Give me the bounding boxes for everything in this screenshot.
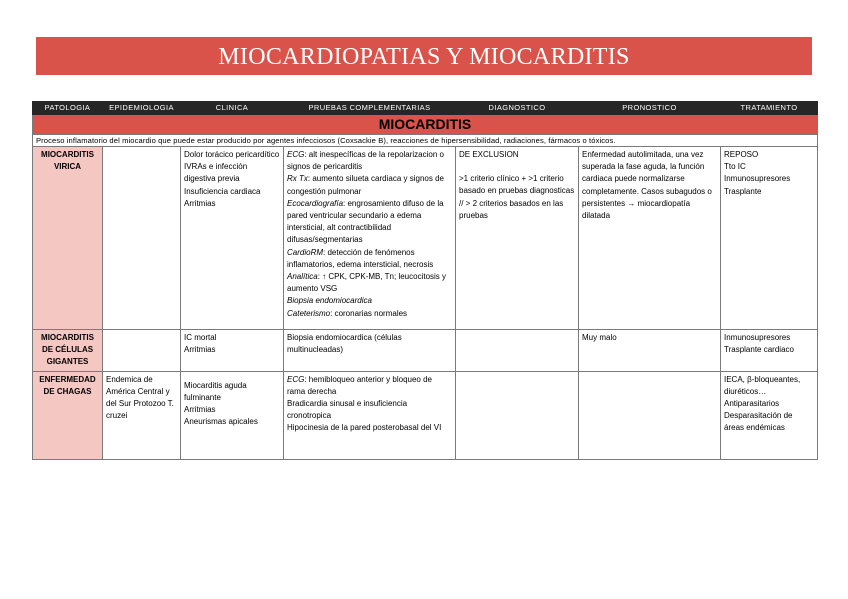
clinica-item: Miocarditis aguda fulminante bbox=[184, 380, 247, 402]
pruebas-key: Cateterismo bbox=[287, 308, 331, 318]
clinica-cell bbox=[181, 147, 284, 330]
pruebas-value: Hipocinesia de la pared posterobasal del VI bbox=[287, 423, 442, 433]
pruebas-key: Ecocardiografía bbox=[287, 198, 344, 208]
pruebas-item bbox=[287, 308, 452, 320]
tratamiento-item: Trasplante cardiaco bbox=[724, 345, 794, 355]
tratamiento-item: Inmunosupresores bbox=[724, 174, 791, 184]
tratamiento-item: Desparasitación de áreas endémicas bbox=[724, 411, 793, 433]
header-cell: PATOLOGIA bbox=[33, 102, 103, 115]
pruebas-cell: Biopsia endomiocardica (células multinucleadas) bbox=[284, 330, 456, 372]
pronostico-cell bbox=[579, 371, 721, 459]
pruebas-value: : coronarias normales bbox=[330, 308, 408, 318]
tratamiento-cell bbox=[721, 371, 818, 459]
pruebas-key: ECG bbox=[287, 150, 305, 159]
diagnostico-heading: DE EXCLUSION bbox=[459, 150, 519, 159]
pathology-cell: MIOCARDITIS VIRICA bbox=[33, 147, 103, 330]
pruebas-item bbox=[287, 149, 452, 173]
pruebas-value: : ↑ CPK, CPK-MB, Tn; leucocitosis y aumento VSG bbox=[287, 272, 447, 294]
pruebas-key: Analítica bbox=[287, 272, 318, 282]
header-cell: CLINICA bbox=[181, 102, 284, 115]
table-row bbox=[33, 371, 818, 459]
tratamiento-item: Trasplante bbox=[724, 186, 762, 196]
clinica-item: IVRAs e infección digestiva previa bbox=[184, 162, 248, 184]
header-cell: DIAGNOSTICO bbox=[456, 102, 579, 115]
header-cell: PRUEBAS COMPLEMENTARIAS bbox=[284, 102, 456, 115]
pruebas-key: ECG bbox=[287, 374, 305, 384]
clinica-item: Arritmias bbox=[184, 198, 216, 208]
pruebas-cell bbox=[284, 147, 456, 330]
diagnostico-cell bbox=[456, 330, 579, 372]
epidemiology-cell bbox=[103, 330, 181, 372]
section-row bbox=[33, 115, 818, 135]
clinica-item: Arritmias bbox=[184, 345, 216, 355]
clinica-item: Dolor torácico pericardítico bbox=[184, 150, 280, 159]
tratamiento-cell bbox=[721, 147, 818, 330]
clinica-cell bbox=[181, 330, 284, 372]
tratamiento-cell bbox=[721, 330, 818, 372]
clinica-item: IC mortal bbox=[184, 333, 217, 342]
pruebas-item bbox=[287, 422, 452, 434]
pruebas-item bbox=[287, 295, 452, 307]
diagnostico-cell bbox=[456, 371, 579, 459]
table-row bbox=[33, 147, 818, 330]
page-title: MIOCARDIOPATIAS Y MIOCARDITIS bbox=[36, 37, 812, 75]
tratamiento-item: Antiparasitarios bbox=[724, 399, 780, 409]
pruebas-value: : aumento silueta cardiaca y signos de congestión pulmonar bbox=[287, 174, 444, 196]
diagnostico-cell bbox=[456, 147, 579, 330]
table-row bbox=[33, 330, 818, 372]
header-cell: PRONOSTICO bbox=[579, 102, 721, 115]
pruebas-value: : hemibloqueo anterior y bloqueo de rama derecha bbox=[287, 374, 432, 396]
pruebas-value: Bradicardia sinusal e insuficiencia cronotropica bbox=[287, 399, 408, 421]
pruebas-key: Rx Tx bbox=[287, 174, 308, 184]
summary-table bbox=[32, 101, 818, 460]
pruebas-value: : detección de fenómenos inflamatorios, edema intersticial, necrosis bbox=[287, 247, 434, 269]
pruebas-key: CardioRM bbox=[287, 247, 324, 257]
pruebas-item bbox=[287, 271, 452, 295]
diagnostico-text: >1 criterio clínico + >1 criterio basado en pruebas diagnosticas // > 2 criterios basados en las pruebas bbox=[459, 174, 575, 220]
pruebas-item bbox=[287, 374, 452, 398]
epidemiology-cell: Endemica de América Central y del Sur Protozoo T. cruzei bbox=[103, 371, 181, 459]
pruebas-item bbox=[287, 173, 452, 197]
pruebas-item bbox=[287, 398, 452, 422]
pruebas-value: : engrosamiento difuso de la pared ventricular secundario a edema intersticial, alt contractibilidad difusas/segmentarias bbox=[287, 198, 444, 245]
tratamiento-item: IECA, β-bloqueantes, diuréticos… bbox=[724, 374, 801, 396]
header-cell: TRATAMIENTO bbox=[721, 102, 818, 115]
pruebas-item bbox=[287, 247, 452, 271]
section-title: MIOCARDITIS bbox=[33, 115, 818, 135]
pathology-cell: MIOCARDITIS DE CÉLULAS GIGANTES bbox=[33, 330, 103, 372]
tratamiento-item: Tto IC bbox=[724, 162, 746, 172]
header-row bbox=[33, 102, 818, 115]
pronostico-cell: Enfermedad autolimitada, una vez superada la fase aguda, la función cardiaca puede normalizarse completamente. Casos subagudos o persistentes → miocardiopatía dilatada bbox=[579, 147, 721, 330]
clinica-item: Arritmias bbox=[184, 405, 216, 415]
pruebas-value: : alt inespecíficas de la repolarizacion o signos de pericarditis bbox=[287, 150, 444, 172]
pruebas-key: Biopsia endomiocardica bbox=[287, 296, 372, 306]
clinica-item: Insuficiencia cardiaca bbox=[184, 186, 261, 196]
tratamiento-item: REPOSO bbox=[724, 150, 759, 159]
epidemiology-cell bbox=[103, 147, 181, 330]
pruebas-item bbox=[287, 198, 452, 247]
definition-row bbox=[33, 135, 818, 147]
pathology-cell: ENFERMEDAD DE CHAGAS bbox=[33, 371, 103, 459]
tratamiento-item: Inmunosupresores bbox=[724, 333, 791, 342]
clinica-cell bbox=[181, 371, 284, 459]
header-cell: EPIDEMIOLOGIA bbox=[103, 102, 181, 115]
pronostico-cell: Muy malo bbox=[579, 330, 721, 372]
clinica-item: Aneurismas apicales bbox=[184, 417, 258, 427]
definition-text: Proceso inflamatorio del miocardio que puede estar producido por agentes infecciosos (Coxsackie B), reacciones de hipersensibilidad, radiaciones, fármacos o tóxicos. bbox=[33, 135, 818, 147]
pruebas-cell bbox=[284, 371, 456, 459]
